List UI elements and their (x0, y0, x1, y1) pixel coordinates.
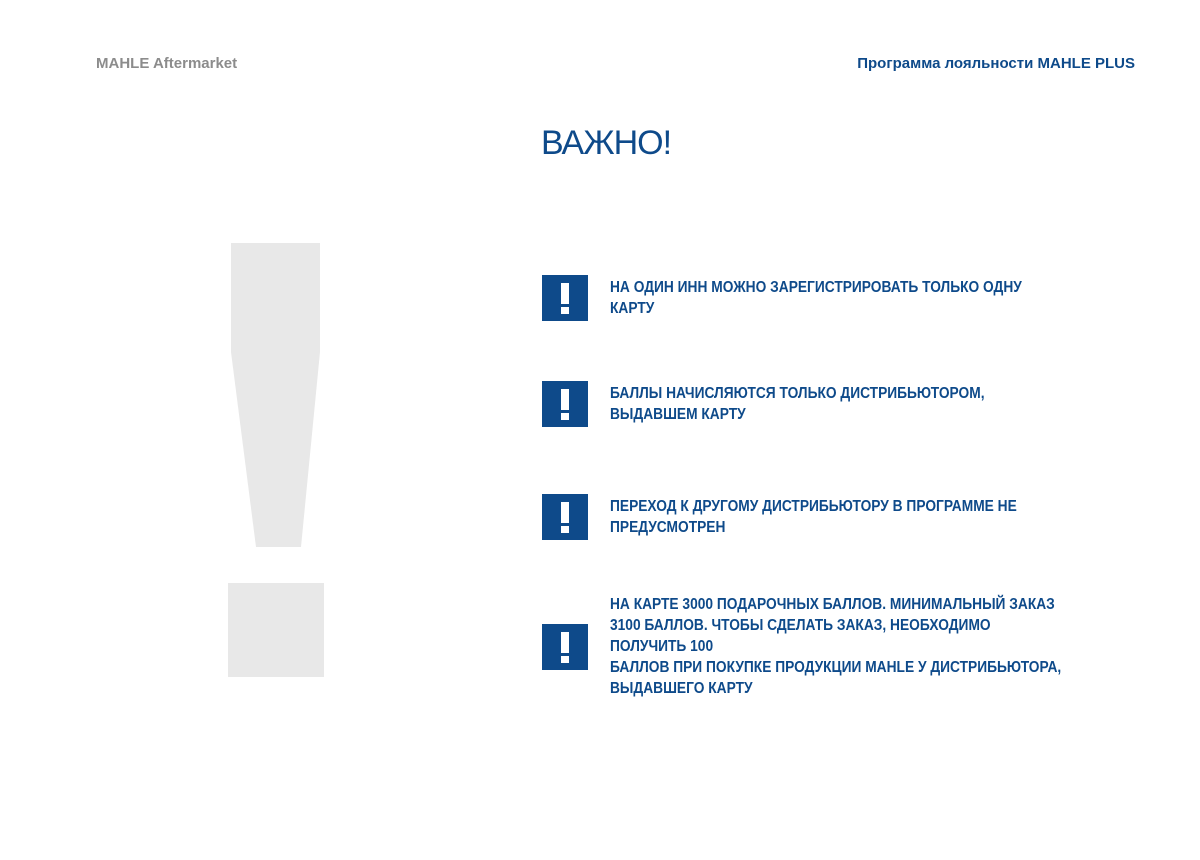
notice-item (542, 594, 1142, 699)
exclamation-icon (542, 275, 588, 321)
notice-text: НА КАРТЕ 3000 ПОДАРОЧНЫХ БАЛЛОВ. МИНИМАЛЬНЫЙ ЗАКАЗ 3100 БАЛЛОВ. ЧТОБЫ СДЕЛАТЬ ЗАКАЗ, НЕОБХОДИМО ПОЛУЧИТЬ 100 БАЛЛОВ ПРИ ПОКУПКЕ ПРОДУКЦИИ MAHLE У ДИСТРИБЬЮТОРА, ВЫДАВШЕГО КАРТУ (610, 596, 1062, 697)
exclamation-icon (542, 624, 588, 670)
brand-name: MAHLE Aftermarket (96, 55, 238, 72)
exclamation-icon (542, 494, 588, 540)
program-name: Программа лояльности MAHLE PLUS (857, 55, 1135, 72)
page-title: ВАЖНО! (541, 124, 672, 162)
notice-text: БАЛЛЫ НАЧИСЛЯЮТСЯ ТОЛЬКО ДИСТРИБЬЮТОРОМ, ВЫДАВШЕМ КАРТУ (610, 385, 985, 423)
exclamation-icon (542, 381, 588, 427)
notice-item (542, 381, 1142, 427)
notice-text: ПЕРЕХОД К ДРУГОМУ ДИСТРИБЬЮТОРУ В ПРОГРАММЕ НЕ ПРЕДУСМОТРЕН (610, 498, 1017, 536)
notice-item (542, 494, 1142, 540)
notice-item (542, 275, 1142, 321)
notice-text: НА ОДИН ИНН МОЖНО ЗАРЕГИСТРИРОВАТЬ ТОЛЬКО ОДНУ КАРТУ (610, 279, 1022, 317)
large-exclamation-icon (225, 240, 327, 680)
